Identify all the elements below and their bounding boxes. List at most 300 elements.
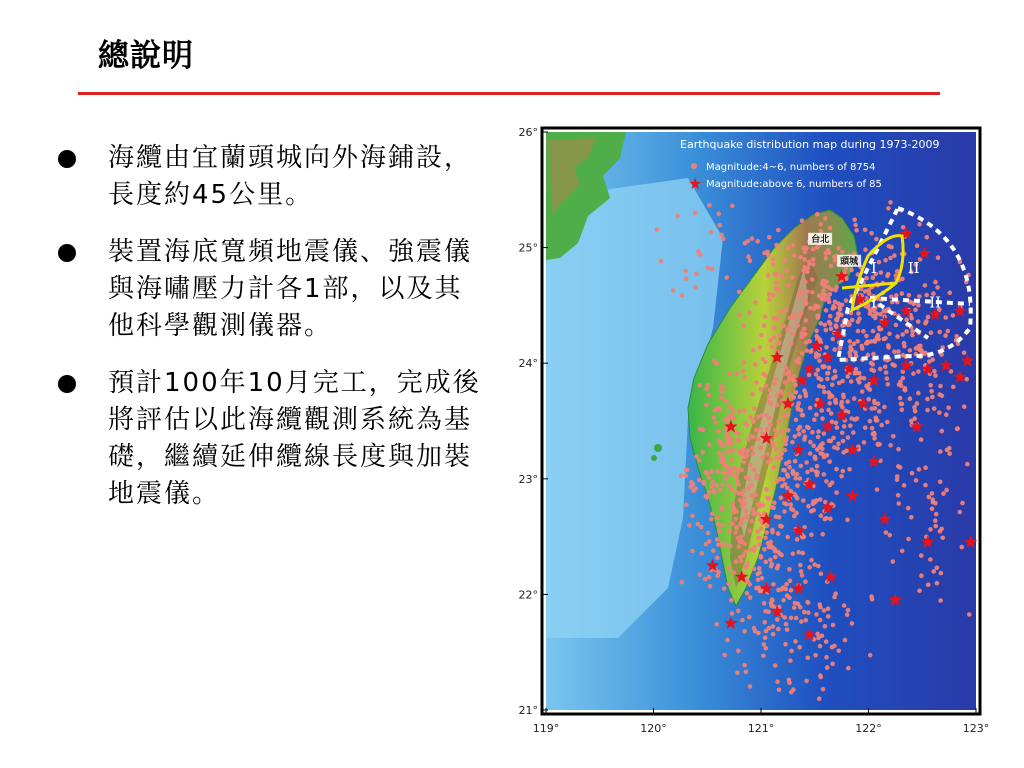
small-quake-dot	[839, 313, 844, 318]
small-quake-dot	[749, 483, 754, 488]
small-quake-dot	[896, 447, 901, 452]
small-quake-dot	[710, 266, 715, 271]
small-quake-dot	[743, 241, 748, 246]
small-quake-dot	[767, 394, 772, 399]
small-quake-dot	[829, 411, 834, 416]
small-quake-dot	[792, 316, 797, 321]
lat-tick-label: 24°	[518, 357, 538, 371]
small-quake-dot	[767, 235, 772, 240]
small-quake-dot	[738, 498, 743, 503]
small-quake-dot	[789, 507, 794, 512]
small-quake-dot	[811, 247, 816, 252]
small-quake-dot	[829, 439, 834, 444]
small-quake-dot	[877, 260, 882, 265]
small-quake-dot	[802, 437, 807, 442]
small-quake-dot	[808, 306, 813, 311]
small-quake-dot	[886, 206, 891, 211]
small-quake-dot	[741, 369, 746, 374]
small-quake-dot	[787, 377, 792, 382]
small-quake-dot	[799, 569, 804, 574]
bullet-item	[58, 140, 488, 214]
small-quake-dot	[928, 383, 933, 388]
small-quake-dot	[806, 656, 811, 661]
small-quake-dot	[730, 204, 735, 209]
small-quake-dot	[853, 350, 858, 355]
small-quake-dot	[863, 425, 868, 430]
small-quake-dot	[878, 367, 883, 372]
small-quake-dot	[705, 495, 710, 500]
lat-tick-label: 25°	[518, 241, 538, 255]
small-quake-dot	[684, 269, 689, 274]
small-quake-dot	[823, 517, 828, 522]
small-quake-dot	[885, 420, 890, 425]
legend-label-large: Magnitude:above 6, numbers of 85	[706, 179, 882, 190]
small-quake-dot	[822, 472, 827, 477]
small-quake-dot	[924, 319, 929, 324]
small-quake-dot	[733, 517, 738, 522]
small-quake-dot	[873, 406, 878, 411]
small-quake-dot	[896, 349, 901, 354]
small-quake-dot	[845, 612, 850, 617]
small-quake-dot	[834, 467, 839, 472]
small-quake-dot	[871, 329, 876, 334]
small-quake-dot	[759, 526, 764, 531]
small-quake-dot	[809, 467, 814, 472]
small-quake-dot	[931, 569, 936, 574]
small-quake-dot	[768, 388, 773, 393]
earthquake-map	[508, 118, 1004, 750]
bullet-item	[58, 234, 488, 345]
small-quake-dot	[722, 586, 727, 591]
small-quake-dot	[772, 500, 777, 505]
small-quake-dot	[793, 476, 798, 481]
small-quake-dot	[725, 440, 730, 445]
small-quake-dot	[860, 389, 865, 394]
small-quake-dot	[824, 479, 829, 484]
small-quake-dot	[803, 250, 808, 255]
small-quake-dot	[790, 275, 795, 280]
small-quake-dot	[876, 333, 881, 338]
small-quake-dot	[809, 532, 814, 537]
small-quake-dot	[851, 430, 856, 435]
small-quake-dot	[804, 318, 809, 323]
small-quake-dot	[891, 434, 896, 439]
small-quake-dot	[843, 638, 848, 643]
small-quake-dot	[811, 508, 816, 513]
small-quake-dot	[806, 600, 811, 605]
small-quake-dot	[732, 465, 737, 470]
small-quake-dot	[795, 537, 800, 542]
small-quake-dot	[821, 385, 826, 390]
small-quake-dot	[834, 421, 839, 426]
small-quake-dot	[962, 404, 967, 409]
small-quake-dot	[876, 337, 881, 342]
small-quake-dot	[707, 539, 712, 544]
small-quake-dot	[937, 410, 942, 415]
small-quake-dot	[761, 357, 766, 362]
small-quake-dot	[812, 307, 817, 312]
small-quake-dot	[709, 517, 714, 522]
small-quake-dot	[785, 535, 790, 540]
small-quake-dot	[933, 501, 938, 506]
small-quake-dot	[804, 618, 809, 623]
small-quake-dot	[715, 537, 720, 542]
lon-tick-label: 122°	[855, 722, 882, 735]
small-quake-dot	[895, 334, 900, 339]
small-quake-dot	[938, 392, 943, 397]
small-quake-dot	[782, 615, 787, 620]
zone-label: I	[870, 259, 877, 278]
small-quake-dot	[749, 519, 754, 524]
small-quake-dot	[903, 386, 908, 391]
small-quake-dot	[816, 305, 821, 310]
small-quake-dot	[831, 623, 836, 628]
small-quake-dot	[818, 673, 823, 678]
small-quake-dot	[944, 412, 949, 417]
small-quake-dot	[864, 334, 869, 339]
place-label: 台北	[811, 234, 830, 245]
small-quake-dot	[789, 394, 794, 399]
small-quake-dot	[844, 298, 849, 303]
small-quake-dot	[767, 292, 772, 297]
small-quake-dot	[883, 365, 888, 370]
small-quake-dot	[915, 243, 920, 248]
small-quake-dot	[788, 658, 793, 663]
small-quake-dot	[757, 345, 762, 350]
small-quake-dot	[824, 345, 829, 350]
small-quake-dot	[815, 212, 820, 217]
small-quake-dot	[758, 504, 763, 509]
small-quake-dot	[773, 271, 778, 276]
small-quake-dot	[930, 507, 935, 512]
small-quake-dot	[787, 325, 792, 330]
small-quake-dot	[717, 451, 722, 456]
bullet-text: 預計100年10月完工，完成後將評估以此海纜觀測系統為基礎，繼續延伸纜線長度與加裝地震儀。	[108, 368, 481, 509]
small-quake-dot	[767, 400, 772, 405]
small-quake-dot	[769, 601, 774, 606]
small-quake-dot	[810, 277, 815, 282]
small-quake-dot	[797, 645, 802, 650]
small-quake-dot	[810, 290, 815, 295]
small-quake-dot	[787, 460, 792, 465]
small-quake-dot	[762, 601, 767, 606]
small-quake-dot	[824, 256, 829, 261]
small-quake-dot	[929, 330, 934, 335]
small-quake-dot	[814, 351, 819, 356]
small-quake-dot	[811, 502, 816, 507]
small-quake-dot	[721, 237, 726, 242]
small-quake-dot	[845, 374, 850, 379]
small-quake-dot	[923, 465, 928, 470]
small-quake-dot	[735, 438, 740, 443]
small-quake-dot	[822, 390, 827, 395]
small-quake-dot	[779, 310, 784, 315]
small-quake-dot	[859, 344, 864, 349]
small-quake-dot	[774, 280, 779, 285]
small-quake-dot	[805, 470, 810, 475]
small-quake-dot	[820, 416, 825, 421]
small-quake-dot	[776, 627, 781, 632]
small-quake-dot	[731, 570, 736, 575]
small-quake-dot	[944, 488, 949, 493]
small-quake-dot	[764, 646, 769, 651]
small-quake-dot	[684, 502, 689, 507]
small-quake-dot	[805, 425, 810, 430]
small-quake-dot	[715, 574, 720, 579]
small-quake-dot	[754, 380, 759, 385]
small-quake-dot	[748, 684, 753, 689]
small-quake-dot	[797, 432, 802, 437]
small-quake-dot	[742, 629, 747, 634]
small-quake-dot	[955, 426, 960, 431]
small-quake-dot	[913, 308, 918, 313]
small-quake-dot	[775, 455, 780, 460]
small-quake-dot	[724, 399, 729, 404]
small-quake-dot	[794, 616, 799, 621]
small-quake-dot	[800, 413, 805, 418]
small-quake-dot	[772, 335, 777, 340]
small-quake-dot	[734, 526, 739, 531]
small-quake-dot	[747, 311, 752, 316]
small-quake-dot	[736, 470, 741, 475]
small-quake-dot	[902, 483, 907, 488]
small-quake-dot	[856, 320, 861, 325]
small-quake-dot	[795, 472, 800, 477]
small-quake-dot	[901, 376, 906, 381]
small-quake-dot	[939, 571, 944, 576]
small-quake-dot	[782, 324, 787, 329]
small-quake-dot	[804, 340, 809, 345]
small-quake-dot	[786, 474, 791, 479]
small-quake-dot	[746, 437, 751, 442]
small-quake-dot	[826, 606, 831, 611]
small-quake-dot	[743, 421, 748, 426]
small-quake-dot	[930, 357, 935, 362]
small-quake-dot	[758, 427, 763, 432]
small-quake-dot	[724, 275, 729, 280]
small-quake-dot	[803, 391, 808, 396]
small-quake-dot	[883, 309, 888, 314]
small-quake-dot	[745, 561, 750, 566]
small-quake-dot	[829, 326, 834, 331]
small-quake-dot	[798, 425, 803, 430]
small-quake-dot	[687, 523, 692, 528]
small-quake-dot	[794, 390, 799, 395]
small-quake-dot	[767, 298, 772, 303]
small-quake-dot	[704, 403, 709, 408]
small-quake-dot	[824, 308, 829, 313]
small-quake-dot	[749, 493, 754, 498]
small-quake-dot	[762, 323, 767, 328]
small-quake-dot	[856, 311, 861, 316]
small-quake-dot	[802, 610, 807, 615]
small-quake-dot	[796, 401, 801, 406]
small-quake-dot	[720, 482, 725, 487]
small-quake-dot	[711, 548, 716, 553]
small-quake-dot	[846, 666, 851, 671]
small-quake-dot	[947, 451, 952, 456]
small-quake-dot	[791, 687, 796, 692]
small-quake-dot	[748, 528, 753, 533]
small-quake-dot	[808, 440, 813, 445]
small-quake-dot	[742, 408, 747, 413]
small-quake-dot	[717, 528, 722, 533]
small-quake-dot	[773, 663, 778, 668]
small-quake-dot	[776, 419, 781, 424]
small-quake-dot	[795, 323, 800, 328]
small-quake-dot	[762, 620, 767, 625]
small-quake-dot	[871, 352, 876, 357]
small-quake-dot	[768, 422, 773, 427]
lat-tick-label: 22°	[518, 588, 538, 602]
small-quake-dot	[904, 329, 909, 334]
small-quake-dot	[828, 226, 833, 231]
small-quake-dot	[750, 392, 755, 397]
small-quake-dot	[798, 563, 803, 568]
small-quake-dot	[785, 593, 790, 598]
small-quake-dot	[833, 288, 838, 293]
small-quake-dot	[715, 516, 720, 521]
small-quake-dot	[833, 398, 838, 403]
small-quake-dot	[854, 371, 859, 376]
small-quake-dot	[803, 332, 808, 337]
small-quake-dot	[789, 341, 794, 346]
small-quake-dot	[741, 554, 746, 559]
small-quake-dot	[698, 252, 703, 257]
small-quake-dot	[789, 588, 794, 593]
small-quake-dot	[714, 420, 719, 425]
small-quake-dot	[792, 311, 797, 316]
small-quake-dot	[707, 203, 712, 208]
small-quake-dot	[900, 277, 905, 282]
earthquake-map-svg	[508, 118, 1004, 750]
small-quake-dot	[746, 477, 751, 482]
small-quake-dot	[822, 608, 827, 613]
small-quake-dot	[965, 462, 970, 467]
small-quake-dot	[967, 612, 972, 617]
small-quake-dot	[916, 369, 921, 374]
small-quake-dot	[709, 484, 714, 489]
small-quake-dot	[869, 231, 874, 236]
small-quake-dot	[801, 245, 806, 250]
small-quake-dot	[731, 506, 736, 511]
small-quake-dot	[737, 482, 742, 487]
small-quake-dot	[854, 228, 859, 233]
small-quake-dot	[775, 403, 780, 408]
small-quake-dot	[869, 361, 874, 366]
small-quake-dot	[740, 618, 745, 623]
small-quake-dot	[772, 316, 777, 321]
small-quake-dot	[792, 492, 797, 497]
lat-tick-label: 21°	[518, 704, 538, 717]
small-quake-dot	[900, 291, 905, 296]
small-quake-dot	[748, 258, 753, 263]
small-quake-dot	[848, 423, 853, 428]
small-quake-dot	[912, 416, 917, 421]
small-quake-dot	[671, 288, 676, 293]
small-quake-dot	[765, 524, 770, 529]
small-quake-dot	[820, 532, 825, 537]
small-quake-dot	[862, 440, 867, 445]
small-quake-dot	[819, 408, 824, 413]
small-quake-dot	[796, 602, 801, 607]
small-quake-dot	[770, 440, 775, 445]
small-quake-dot	[765, 427, 770, 432]
small-quake-dot	[834, 490, 839, 495]
small-quake-dot	[707, 393, 712, 398]
small-quake-dot	[751, 418, 756, 423]
small-quake-dot	[832, 595, 837, 600]
small-quake-dot	[906, 506, 911, 511]
small-quake-dot	[830, 480, 835, 485]
small-quake-dot	[821, 687, 826, 692]
small-quake-dot	[718, 488, 723, 493]
small-quake-dot	[917, 589, 922, 594]
small-quake-dot	[704, 470, 709, 475]
small-quake-dot	[792, 253, 797, 258]
small-quake-dot	[761, 372, 766, 377]
small-quake-dot	[943, 315, 948, 320]
small-quake-dot	[749, 434, 754, 439]
small-quake-dot	[720, 396, 725, 401]
small-quake-dot	[836, 301, 841, 306]
small-quake-dot	[799, 619, 804, 624]
small-quake-dot	[819, 513, 824, 518]
small-quake-dot	[925, 235, 930, 240]
small-quake-dot	[915, 401, 920, 406]
small-quake-dot	[923, 483, 928, 488]
small-quake-dot	[821, 289, 826, 294]
small-quake-dot	[811, 257, 816, 262]
small-quake-dot	[772, 325, 777, 330]
small-quake-dot	[930, 497, 935, 502]
small-quake-dot	[914, 478, 919, 483]
small-quake-dot	[737, 312, 742, 317]
small-quake-dot	[753, 510, 758, 515]
small-quake-dot	[820, 282, 825, 287]
small-quake-dot	[849, 268, 854, 273]
small-quake-dot	[784, 365, 789, 370]
small-quake-dot	[756, 437, 761, 442]
small-quake-dot	[817, 696, 822, 701]
small-quake-dot	[848, 344, 853, 349]
small-quake-dot	[712, 359, 717, 364]
small-quake-dot	[721, 460, 726, 465]
small-quake-dot	[654, 227, 659, 232]
small-quake-dot	[793, 459, 798, 464]
small-quake-dot	[703, 577, 708, 582]
small-quake-dot	[845, 518, 850, 523]
small-quake-dot	[823, 323, 828, 328]
small-quake-dot	[827, 395, 832, 400]
small-quake-dot	[841, 469, 846, 474]
small-quake-dot	[728, 565, 733, 570]
small-quake-dot	[793, 639, 798, 644]
small-quake-dot	[770, 528, 775, 533]
small-quake-dot	[954, 334, 959, 339]
small-quake-dot	[813, 653, 818, 658]
small-quake-dot	[748, 415, 753, 420]
small-quake-dot	[756, 415, 761, 420]
small-quake-dot	[786, 246, 791, 251]
small-quake-dot	[885, 376, 890, 381]
small-quake-dot	[809, 349, 814, 354]
small-quake-dot	[822, 364, 827, 369]
small-quake-dot	[775, 617, 780, 622]
small-quake-dot	[819, 321, 824, 326]
small-quake-dot	[734, 371, 739, 376]
small-quake-dot	[892, 349, 897, 354]
